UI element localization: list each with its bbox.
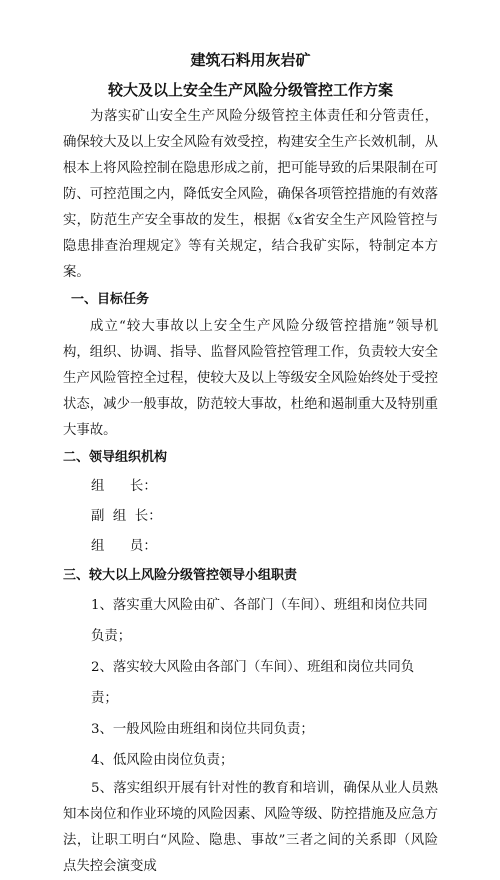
- section-heading-organization: 二、领导组织机构: [63, 450, 168, 465]
- org-leader-line: 组 长：: [91, 479, 157, 494]
- duty-item: 5、落实组织开展有针对性的教育和培训，确保从业人员熟知本岗位和作业环境的风险因素、风险等级、防控措施及应急方法，让职工明白“风险、隐患、事故”三者之间的关系即（风险点失控会演变成: [63, 781, 438, 874]
- org-member-line: 组 员：: [91, 539, 157, 554]
- duty-item: 3、一般风险由班组和岗位共同负责；: [91, 722, 314, 737]
- section-heading-goals: 一、目标任务: [71, 292, 150, 307]
- document-subtitle: 较大及以上安全生产风险分级管控工作方案: [107, 81, 393, 99]
- duty-item: 2、落实较大风险由各部门（车间）、班组和岗位共同负责；: [91, 660, 415, 706]
- section-heading-duties: 三、较大以上风险分级管控领导小组职责: [63, 568, 298, 583]
- org-deputy-leader-line: 副 组 长：: [91, 509, 162, 524]
- goals-paragraph: 成立“较大事故以上安全生产风险分级管控措施”领导机构，组织、协调、指导、监督风险管控管理工作，负责较大安全生产风险管控全过程，使较大及以上等级安全风险始终处于受控状态，减少一般事故，防范较大事故，杜绝和遏制重大及特别重大事故。: [63, 319, 438, 438]
- document-title: 建筑石料用灰岩矿: [190, 51, 311, 69]
- intro-paragraph: 为落实矿山安全生产风险分级管控主体责任和分管责任，确保较大及以上安全风险有效受控，构建安全生产长效机制，从根本上将风险控制在隐患形成之前，把可能导致的后果限制在可防、可控范围之内，降低安全风险，确保各项管控措施的有效落实，防范生产安全事故的发生，根据《x省安全生产风险管控与隐患排查治理规定》等有关规定，结合我矿实际，特制定本方案。: [63, 109, 438, 280]
- duty-item: 1、落实重大风险由矿、各部门（车间）、班组和岗位共同负责；: [91, 598, 428, 644]
- duty-item: 4、低风险由岗位负责；: [91, 753, 234, 768]
